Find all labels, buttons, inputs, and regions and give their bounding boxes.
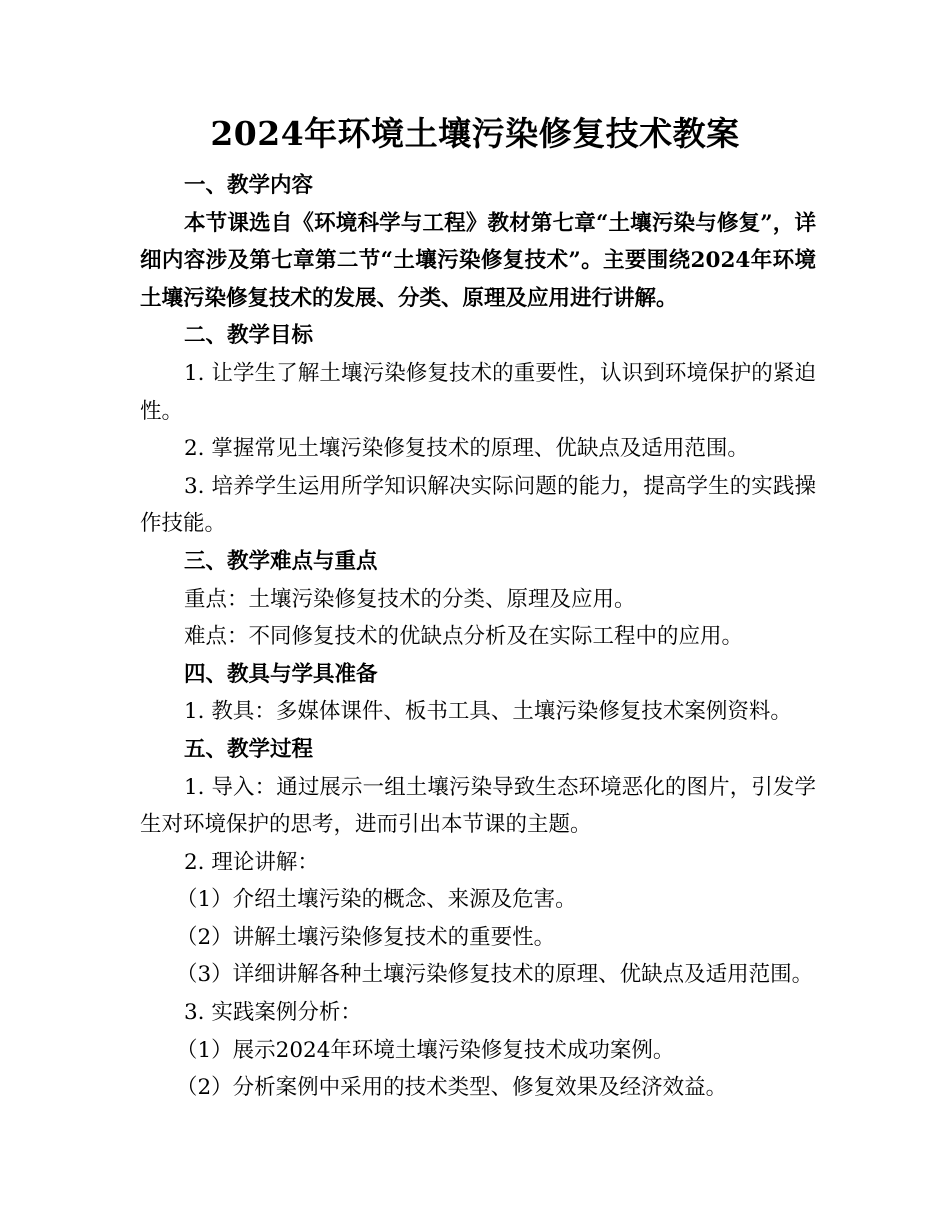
theory-subitem-1: （1）介绍土壤污染的概念、来源及危害。 [176, 887, 577, 913]
section-heading-teaching-content: 一、教学内容 [184, 173, 314, 198]
key-point-text: 重点：土壤污染修复技术的分类、原理及应用。 [184, 586, 636, 612]
theory-subitem-2: （2）讲解土壤污染修复技术的重要性。 [176, 924, 556, 950]
teaching-content-paragraph: 本节课选自《环境科学与工程》教材第七章“土壤污染与修复”，详细内容涉及第七章第二节“土壤污染修复技术”。主要围绕2024年环境土壤污染修复技术的发展、分类、原理及应用进行讲解。 [140, 210, 816, 311]
objective-item-2: 2. 掌握常见土壤污染修复技术的原理、优缺点及适用范围。 [184, 436, 749, 462]
theory-subitem-3: （3）详细讲解各种土壤污染修复技术的原理、优缺点及适用范围。 [176, 962, 814, 988]
process-step-case-analysis: 3. 实践案例分析： [184, 1000, 362, 1026]
section-heading-teaching-process: 五、教学过程 [184, 736, 314, 762]
objective-item-1: 1. 让学生了解土壤污染修复技术的重要性，认识到环境保护的紧迫性。 [140, 360, 816, 424]
section-heading-difficulties-and-key-points: 三、教学难点与重点 [184, 548, 378, 574]
case-subitem-1: （1）展示2024年环境土壤污染修复技术成功案例。 [176, 1037, 675, 1063]
process-step-introduction: 1. 导入：通过展示一组土壤污染导致生态环境恶化的图片，引发学生对环境保护的思考，进而引出本节课的主题。 [140, 774, 816, 838]
teaching-aids-item-1: 1. 教具：多媒体课件、板书工具、土壤污染修复技术案例资料。 [184, 699, 792, 725]
difficulty-text: 难点：不同修复技术的优缺点分析及在实际工程中的应用。 [184, 624, 744, 650]
section-heading-teaching-aids: 四、教具与学具准备 [184, 661, 378, 687]
objective-item-3: 3. 培养学生运用所学知识解决实际问题的能力，提高学生的实践操作技能。 [140, 473, 816, 537]
document-body [140, 167, 816, 1107]
process-step-theory: 2. 理论讲解： [184, 849, 319, 875]
document-title: 2024年环境土壤污染修复技术教案 [210, 114, 740, 153]
section-heading-teaching-objectives: 二、教学目标 [184, 323, 314, 349]
case-subitem-2: （2）分析案例中采用的技术类型、修复效果及经济效益。 [176, 1075, 728, 1101]
